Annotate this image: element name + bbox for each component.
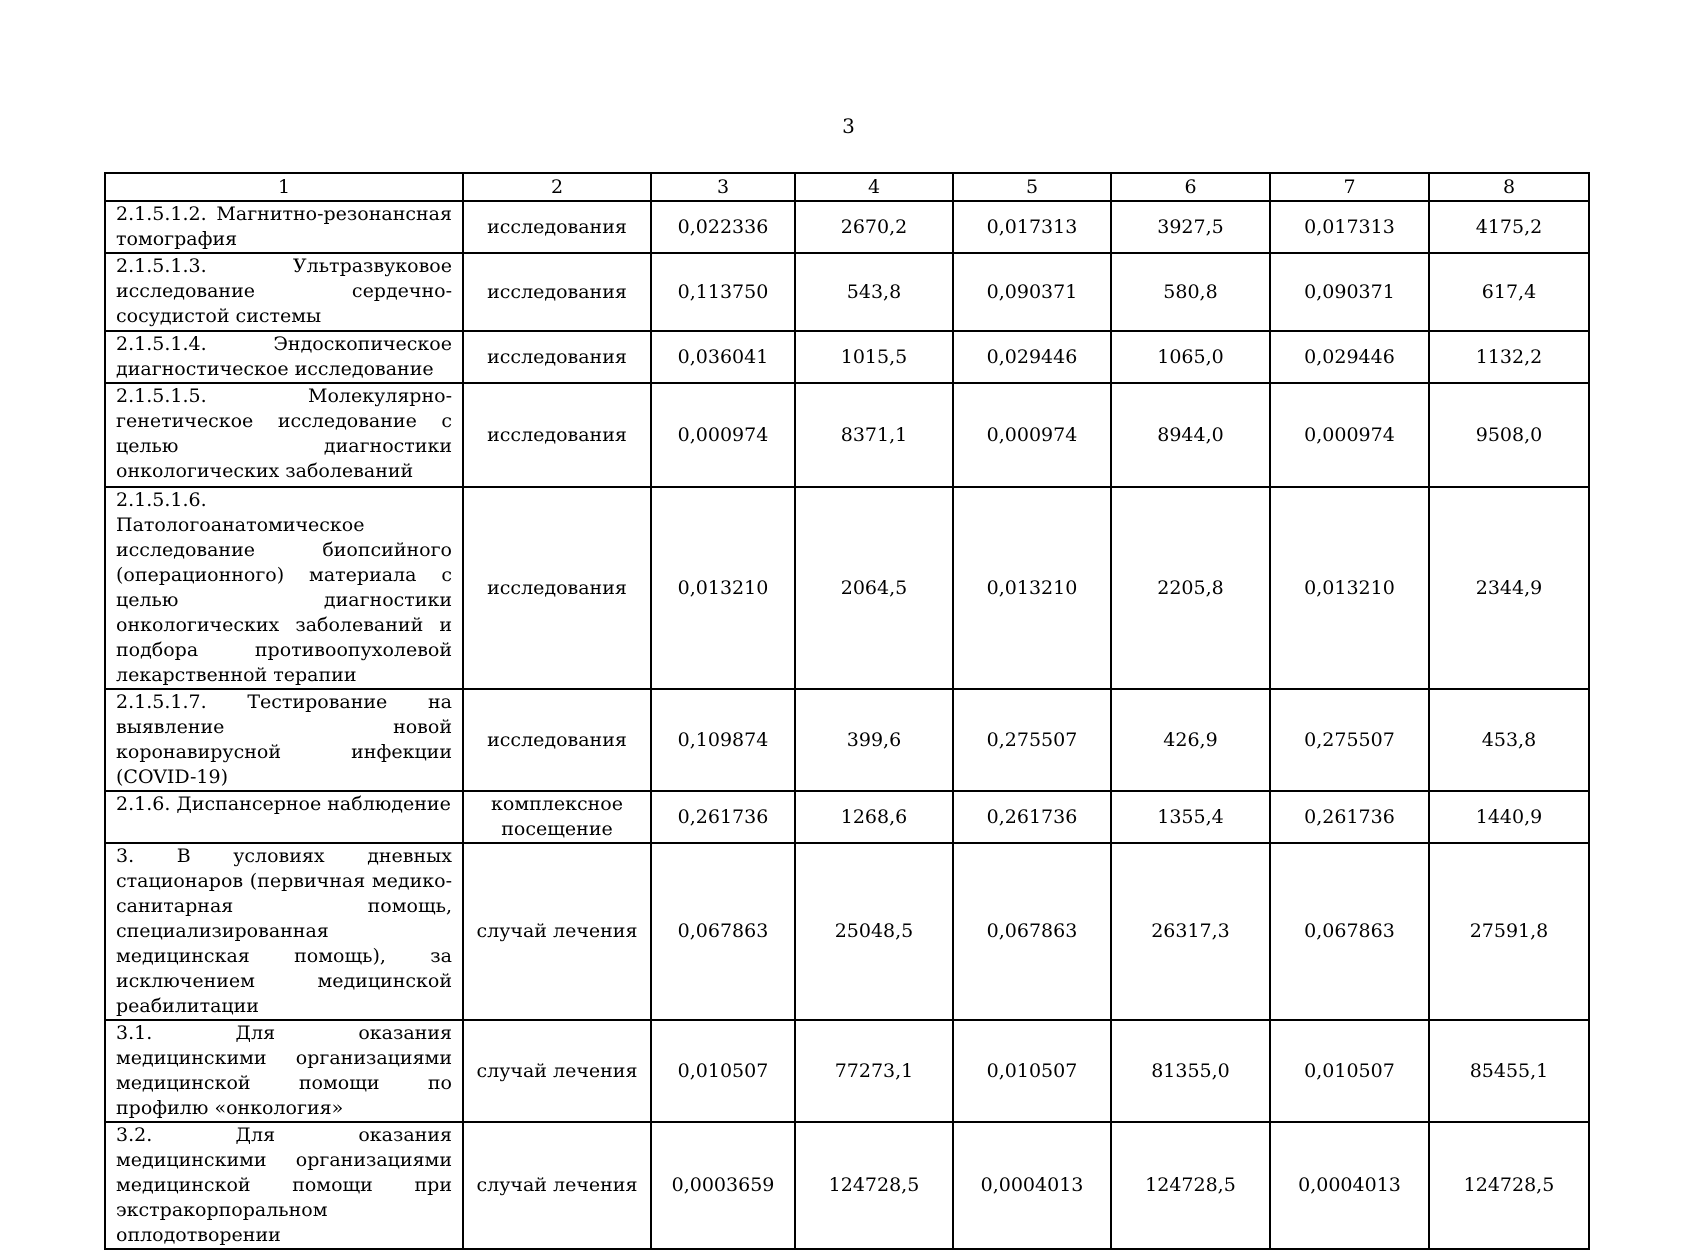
row-value: 26317,3 bbox=[1111, 843, 1270, 1020]
row-value: 2670,2 bbox=[795, 201, 953, 253]
row-value: 1065,0 bbox=[1111, 331, 1270, 383]
row-unit: случай лечения bbox=[463, 1122, 651, 1249]
row-value: 1440,9 bbox=[1429, 791, 1589, 843]
row-unit: случай лечения bbox=[463, 1020, 651, 1122]
row-name: 2.1.5.1.6. Патологоанатомическое исследование биопсийного (операционного) материала с целью диагностики онкологических заболеваний и подбора противоопухолевой лекарственной терапии bbox=[105, 487, 463, 689]
row-value: 2344,9 bbox=[1429, 487, 1589, 689]
row-value: 124728,5 bbox=[1429, 1122, 1589, 1249]
table-row bbox=[105, 331, 1589, 383]
row-value: 0,113750 bbox=[651, 253, 795, 331]
row-value: 0,000974 bbox=[953, 383, 1111, 487]
column-header: 4 bbox=[795, 173, 953, 201]
table-row bbox=[105, 383, 1589, 487]
row-value: 8371,1 bbox=[795, 383, 953, 487]
row-name: 2.1.5.1.4. Эндоскопическое диагностическое исследование bbox=[105, 331, 463, 383]
row-value: 0,067863 bbox=[1270, 843, 1429, 1020]
row-name: 2.1.5.1.5. Молекулярно-генетическое исследование с целью диагностики онкологических заболеваний bbox=[105, 383, 463, 487]
row-value: 0,013210 bbox=[953, 487, 1111, 689]
table-row bbox=[105, 1020, 1589, 1122]
row-value: 0,000974 bbox=[651, 383, 795, 487]
row-value: 1132,2 bbox=[1429, 331, 1589, 383]
row-value: 0,017313 bbox=[1270, 201, 1429, 253]
row-unit: исследования bbox=[463, 331, 651, 383]
row-value: 0,017313 bbox=[953, 201, 1111, 253]
column-header: 6 bbox=[1111, 173, 1270, 201]
row-value: 0,0003659 bbox=[651, 1122, 795, 1249]
row-value: 81355,0 bbox=[1111, 1020, 1270, 1122]
row-value: 2205,8 bbox=[1111, 487, 1270, 689]
row-value: 25048,5 bbox=[795, 843, 953, 1020]
table-row bbox=[105, 689, 1589, 791]
row-value: 0,013210 bbox=[651, 487, 795, 689]
row-value: 0,022336 bbox=[651, 201, 795, 253]
header-row bbox=[105, 173, 1589, 201]
row-value: 617,4 bbox=[1429, 253, 1589, 331]
row-value: 8944,0 bbox=[1111, 383, 1270, 487]
row-value: 0,261736 bbox=[953, 791, 1111, 843]
row-value: 0,029446 bbox=[953, 331, 1111, 383]
row-unit: исследования bbox=[463, 689, 651, 791]
row-unit: исследования bbox=[463, 487, 651, 689]
row-value: 0,0004013 bbox=[953, 1122, 1111, 1249]
row-value: 0,036041 bbox=[651, 331, 795, 383]
page-number: 3 bbox=[842, 114, 855, 138]
row-unit: исследования bbox=[463, 201, 651, 253]
row-value: 0,067863 bbox=[651, 843, 795, 1020]
row-value: 0,261736 bbox=[1270, 791, 1429, 843]
row-name: 3.1. Для оказания медицинскими организациями медицинской помощи по профилю «онкология» bbox=[105, 1020, 463, 1122]
table-row bbox=[105, 1122, 1589, 1249]
table-row bbox=[105, 201, 1589, 253]
row-value: 4175,2 bbox=[1429, 201, 1589, 253]
row-value: 0,275507 bbox=[1270, 689, 1429, 791]
row-value: 1268,6 bbox=[795, 791, 953, 843]
row-value: 0,013210 bbox=[1270, 487, 1429, 689]
row-value: 0,275507 bbox=[953, 689, 1111, 791]
row-unit: случай лечения bbox=[463, 843, 651, 1020]
row-value: 1015,5 bbox=[795, 331, 953, 383]
row-value: 3927,5 bbox=[1111, 201, 1270, 253]
row-value: 0,067863 bbox=[953, 843, 1111, 1020]
row-value: 426,9 bbox=[1111, 689, 1270, 791]
row-unit: комплексное посещение bbox=[463, 791, 651, 843]
row-value: 0,010507 bbox=[651, 1020, 795, 1122]
column-header: 7 bbox=[1270, 173, 1429, 201]
row-name: 2.1.6. Диспансерное наблюдение bbox=[105, 791, 463, 843]
data-table bbox=[104, 172, 1590, 1250]
table-row bbox=[105, 487, 1589, 689]
table-row bbox=[105, 843, 1589, 1020]
table-row bbox=[105, 791, 1589, 843]
row-value: 0,261736 bbox=[651, 791, 795, 843]
row-value: 0,109874 bbox=[651, 689, 795, 791]
row-value: 77273,1 bbox=[795, 1020, 953, 1122]
row-value: 399,6 bbox=[795, 689, 953, 791]
row-value: 453,8 bbox=[1429, 689, 1589, 791]
row-value: 0,090371 bbox=[953, 253, 1111, 331]
row-value: 0,090371 bbox=[1270, 253, 1429, 331]
row-value: 580,8 bbox=[1111, 253, 1270, 331]
row-name: 2.1.5.1.2. Магнитно-резонансная томография bbox=[105, 201, 463, 253]
row-value: 2064,5 bbox=[795, 487, 953, 689]
row-value: 1355,4 bbox=[1111, 791, 1270, 843]
row-value: 0,010507 bbox=[1270, 1020, 1429, 1122]
row-unit: исследования bbox=[463, 253, 651, 331]
row-value: 85455,1 bbox=[1429, 1020, 1589, 1122]
row-value: 9508,0 bbox=[1429, 383, 1589, 487]
row-name: 3.2. Для оказания медицинскими организациями медицинской помощи при экстракорпоральном оплодотворении bbox=[105, 1122, 463, 1249]
row-value: 0,029446 bbox=[1270, 331, 1429, 383]
row-value: 543,8 bbox=[795, 253, 953, 331]
column-header: 1 bbox=[105, 173, 463, 201]
column-header: 3 bbox=[651, 173, 795, 201]
row-value: 124728,5 bbox=[1111, 1122, 1270, 1249]
row-name: 2.1.5.1.7. Тестирование на выявление новой коронавирусной инфекции (COVID-19) bbox=[105, 689, 463, 791]
column-header: 2 bbox=[463, 173, 651, 201]
column-header: 5 bbox=[953, 173, 1111, 201]
row-name: 3. В условиях дневных стационаров (первичная медико-санитарная помощь, специализированная медицинская помощь), за исключением медицинской реабилитации bbox=[105, 843, 463, 1020]
row-value: 124728,5 bbox=[795, 1122, 953, 1249]
row-unit: исследования bbox=[463, 383, 651, 487]
row-value: 0,000974 bbox=[1270, 383, 1429, 487]
row-value: 0,0004013 bbox=[1270, 1122, 1429, 1249]
column-header: 8 bbox=[1429, 173, 1589, 201]
table-row bbox=[105, 253, 1589, 331]
row-name: 2.1.5.1.3. Ультразвуковое исследование сердечно-сосудистой системы bbox=[105, 253, 463, 331]
row-value: 0,010507 bbox=[953, 1020, 1111, 1122]
row-value: 27591,8 bbox=[1429, 843, 1589, 1020]
